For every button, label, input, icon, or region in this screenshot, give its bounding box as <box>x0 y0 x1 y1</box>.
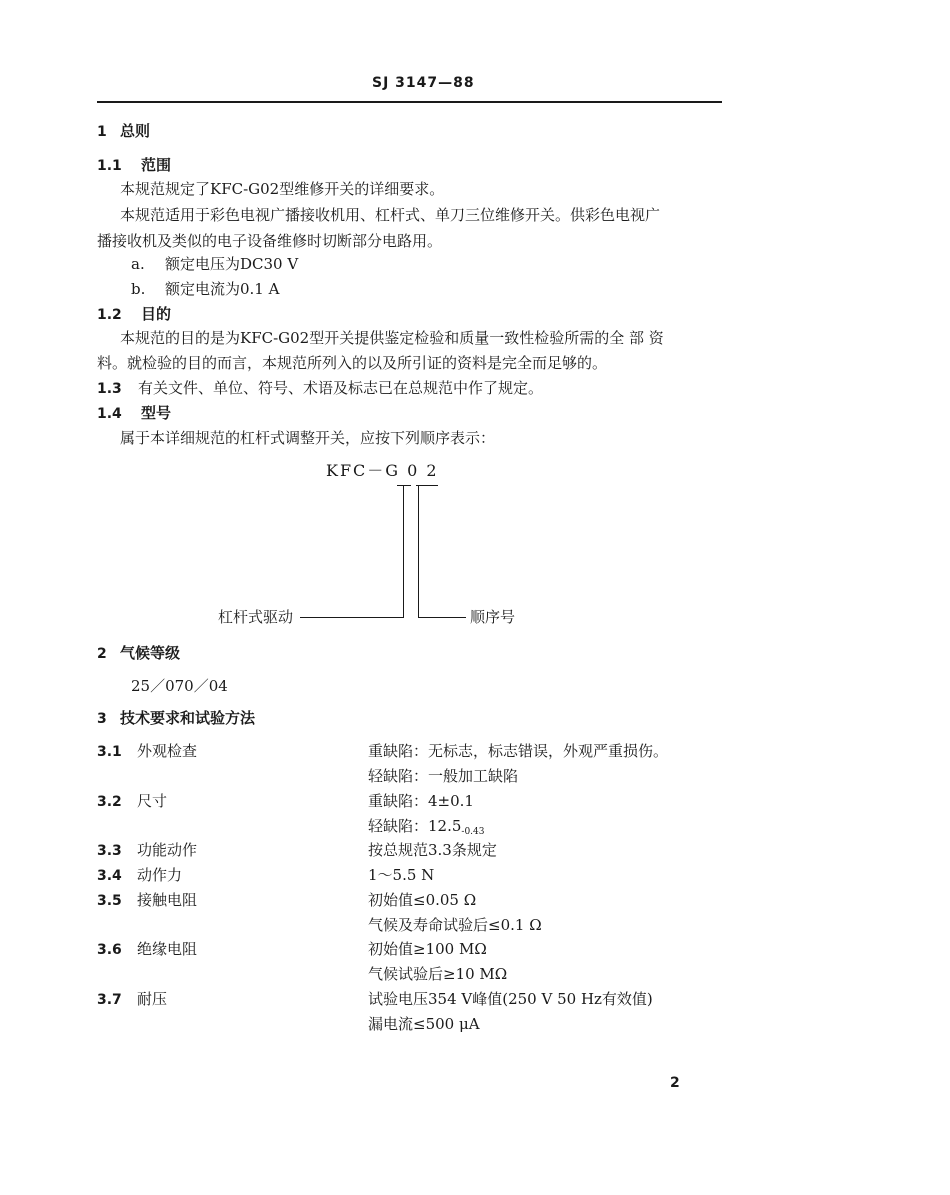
header-rule <box>97 101 722 103</box>
item-requirement: 1～5.5 N <box>368 866 435 884</box>
item-requirement: 初始值≥100 MΩ <box>368 940 487 958</box>
climate-category: 25／070／04 <box>131 677 228 695</box>
item-requirement: 气候及寿命试验后≤0.1 Ω <box>368 916 542 934</box>
item-requirement: 按总规范3.3条规定 <box>368 841 497 859</box>
item-requirement: 重缺陷：4±0.1 <box>368 792 474 810</box>
connector-line <box>418 485 419 618</box>
item-number: 3.2 <box>97 794 122 810</box>
item-name: 绝缘电阻 <box>137 940 198 958</box>
section-1-4-title: 型号 <box>141 404 172 422</box>
paragraph: 播接收机及类似的电子设备维修时切断部分电路用。 <box>97 232 443 250</box>
paragraph: 属于本详细规范的杠杆式调整开关，应按下列顺序表示： <box>120 429 496 447</box>
section-1-1-title: 范围 <box>141 156 172 174</box>
item-number: 3.3 <box>97 843 122 859</box>
connector-line <box>403 485 404 618</box>
item-number: 3.4 <box>97 868 122 884</box>
item-name: 尺寸 <box>137 792 168 810</box>
bracket-line <box>416 485 438 486</box>
section-3-title: 技术要求和试验方法 <box>120 709 256 727</box>
section-1-3-number: 1.3 <box>97 381 122 397</box>
section-1-number: 1 <box>97 124 107 140</box>
item-number: 3.7 <box>97 992 122 1008</box>
item-requirement: 轻缺陷：一般加工缺陷 <box>368 767 519 785</box>
section-3-number: 3 <box>97 711 107 727</box>
list-item-text: 额定电流为0.1 A <box>165 280 280 298</box>
item-requirement: 漏电流≤500 μA <box>368 1015 480 1033</box>
item-name: 耐压 <box>137 990 168 1008</box>
item-requirement <box>368 817 485 841</box>
tolerance-subscript: -0.43 <box>461 827 485 837</box>
bracket-line <box>397 485 411 486</box>
list-item-label: b. <box>131 280 146 298</box>
section-1-2-title: 目的 <box>141 305 172 323</box>
list-item-label: a. <box>131 255 145 273</box>
item-name: 功能动作 <box>137 841 198 859</box>
section-1-2-number: 1.2 <box>97 307 122 323</box>
item-name: 动作力 <box>137 866 183 884</box>
section-1-title: 总则 <box>120 122 151 140</box>
item-requirement: 试验电压354 V峰值(250 V 50 Hz有效值) <box>368 990 653 1008</box>
diagram-label-left: 杠杆式驱动 <box>218 608 294 626</box>
list-item-text: 额定电压为DC30 V <box>165 255 299 273</box>
connector-line <box>300 617 404 618</box>
paragraph: 本规范的目的是为KFC-G02型开关提供鉴定检验和质量一致性检验所需的全 部 资 <box>120 329 664 347</box>
item-requirement: 重缺陷：无标志，标志错误，外观严重损伤。 <box>368 742 669 760</box>
item-requirement: 初始值≤0.05 Ω <box>368 891 477 909</box>
page-number: 2 <box>670 1075 680 1091</box>
paragraph: 本规范规定了KFC-G02型维修开关的详细要求。 <box>120 180 445 198</box>
item-name: 外观检查 <box>137 742 198 760</box>
section-2-title: 气候等级 <box>120 644 181 662</box>
item-number: 3.6 <box>97 942 122 958</box>
item-requirement: 气候试验后≥10 MΩ <box>368 965 508 983</box>
paragraph: 有关文件、单位、符号、术语及标志已在总规范中作了规定。 <box>138 379 544 397</box>
item-number: 3.1 <box>97 744 122 760</box>
document-code: SJ 3147—88 <box>372 75 475 91</box>
item-number: 3.5 <box>97 893 122 909</box>
paragraph: 料。就检验的目的而言，本规范所列入的以及所引证的资料是完全而足够的。 <box>97 354 608 372</box>
model-code: KFC－G 0 2 <box>326 461 439 480</box>
item-name: 接触电阻 <box>137 891 198 909</box>
paragraph: 本规范适用于彩色电视广播接收机用、杠杆式、单刀三位维修开关。供彩色电视广 <box>120 206 661 224</box>
requirement-text: 轻缺陷：12.5 <box>368 817 462 835</box>
connector-line <box>418 617 466 618</box>
diagram-label-right: 顺序号 <box>470 608 516 626</box>
section-1-1-number: 1.1 <box>97 158 122 174</box>
section-2-number: 2 <box>97 646 107 662</box>
section-1-4-number: 1.4 <box>97 406 122 422</box>
